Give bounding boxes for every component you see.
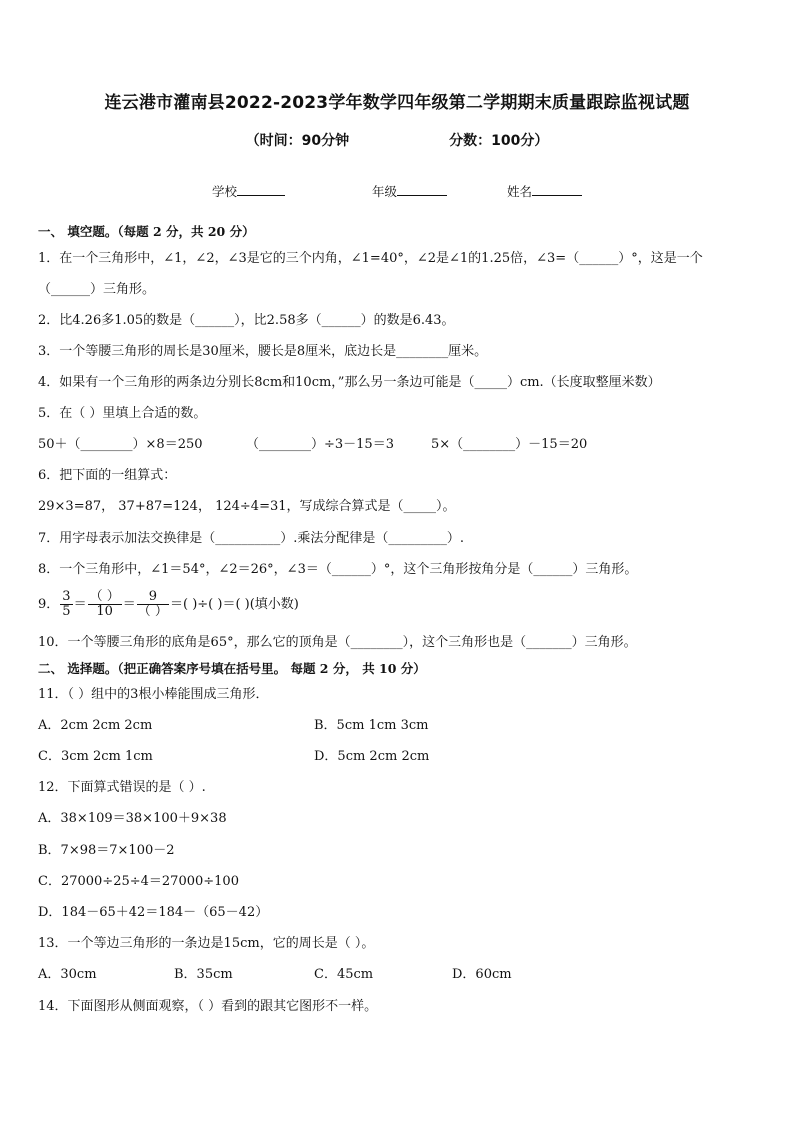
question-5-item-b: （________）÷3－15＝3	[246, 437, 394, 452]
exam-subtitle	[0, 130, 794, 150]
question-2: 2．比4.26多1.05的数是（______），比2.58多（______）的数是6.43。	[38, 313, 455, 328]
question-6-stem: 6．把下面的一组算式：	[38, 468, 177, 483]
school-label: 学校	[212, 184, 238, 199]
option-b[interactable]: B．35cm	[174, 967, 233, 982]
question-10: 10．一个等腰三角形的底角是65°，那么它的顶角是（________），这个三角形也是（_______）三角形。	[38, 635, 637, 650]
option-b[interactable]: B．7×98＝7×100－2	[38, 843, 175, 858]
exam-score: 分数：100分）	[449, 133, 549, 149]
question-1-line-2: （______）三角形。	[38, 282, 156, 297]
question-3: 3．一个等腰三角形的周长是30厘米，腰长是8厘米，底边长是________厘米。	[38, 344, 488, 359]
option-d[interactable]: D．60cm	[452, 967, 512, 982]
question-5-item-c: 5×（________）－15＝20	[431, 437, 588, 452]
question-9-tail: ＝( )÷( )＝( )(填小数)	[170, 597, 299, 612]
option-c[interactable]: C．27000÷25÷4＝27000÷100	[38, 874, 239, 889]
fraction-numerator: 9	[137, 590, 169, 605]
option-a[interactable]: A．30cm	[38, 967, 97, 982]
equals-sign: ＝	[73, 597, 87, 612]
option-b[interactable]: B．5cm 1cm 3cm	[314, 718, 429, 733]
name-label: 姓名	[507, 184, 533, 199]
question-9	[38, 590, 764, 620]
exam-title: 连云港市灌南县2022-2023学年数学四年级第二学期期末质量跟踪监视试题	[104, 93, 690, 113]
option-d[interactable]: D．5cm 2cm 2cm	[314, 749, 430, 764]
option-c[interactable]: C．45cm	[314, 967, 374, 982]
grade-label: 年级	[372, 184, 398, 199]
fraction-numerator: （ ）	[89, 589, 120, 604]
question-12-stem: 12．下面算式错误的是（ ）.	[38, 780, 206, 795]
option-d[interactable]: D．184－65＋42＝184－（65－42）	[38, 905, 269, 920]
question-11-stem: 11．（ ）组中的3根小棒能围成三角形．	[38, 687, 269, 702]
option-c[interactable]: C．3cm 2cm 1cm	[38, 749, 153, 764]
section-1-title: 一、 填空题。（每题 2 分，共 20 分）	[38, 224, 255, 239]
fraction-9-blank	[137, 590, 169, 619]
option-a[interactable]: A．2cm 2cm 2cm	[38, 718, 153, 733]
question-6-line: 29×3=87， 37+87=124， 124÷4=31，写成综合算式是（_____）。	[38, 499, 456, 514]
question-7: 7．用字母表示加法交换律是（__________）.乘法分配律是（_________）.	[38, 531, 465, 546]
question-9-number: 9．	[38, 597, 60, 612]
fraction-3-5	[60, 590, 72, 619]
question-8: 8．一个三角形中，∠1＝54°，∠2＝26°，∠3＝（______）°，这个三角形按角分是（______）三角形。	[38, 562, 638, 577]
option-a[interactable]: A．38×109＝38×100＋9×38	[38, 811, 227, 826]
fraction-numerator: 3	[62, 589, 71, 604]
exam-time: （时间：90分钟	[245, 133, 350, 149]
fraction-denominator: 5	[62, 604, 71, 619]
fraction-blank-10	[88, 590, 122, 619]
question-5-stem: 5．在（ ）里填上合适的数。	[38, 406, 207, 421]
question-1-line-1: 1．在一个三角形中，∠1，∠2，∠3是它的三个内角，∠1=40°，∠2是∠1的1.25倍，∠3=（______）°，这是一个	[38, 251, 703, 266]
equals-sign: ＝	[122, 597, 136, 612]
fraction-denominator: （ ）	[137, 604, 168, 619]
question-14-stem: 14．下面图形从侧面观察，（ ）看到的跟其它图形不一样。	[38, 999, 378, 1014]
school-field[interactable]	[212, 182, 285, 200]
name-field[interactable]	[507, 182, 582, 200]
question-4: 4．如果有一个三角形的两条边分别长8cm和10cm，”那么另一条边可能是（_____）cm.（长度取整厘米数）	[38, 375, 661, 390]
section-2-title: 二、 选择题。（把正确答案序号填在括号里。 每题 2 分， 共 10 分）	[38, 661, 426, 676]
fraction-denominator: 10	[96, 604, 113, 619]
grade-field[interactable]	[372, 182, 447, 200]
question-5-item-a: 50＋（________）×8＝250	[38, 437, 203, 452]
question-13-stem: 13．一个等边三角形的一条边是15cm，它的周长是（ ）。	[38, 936, 375, 951]
